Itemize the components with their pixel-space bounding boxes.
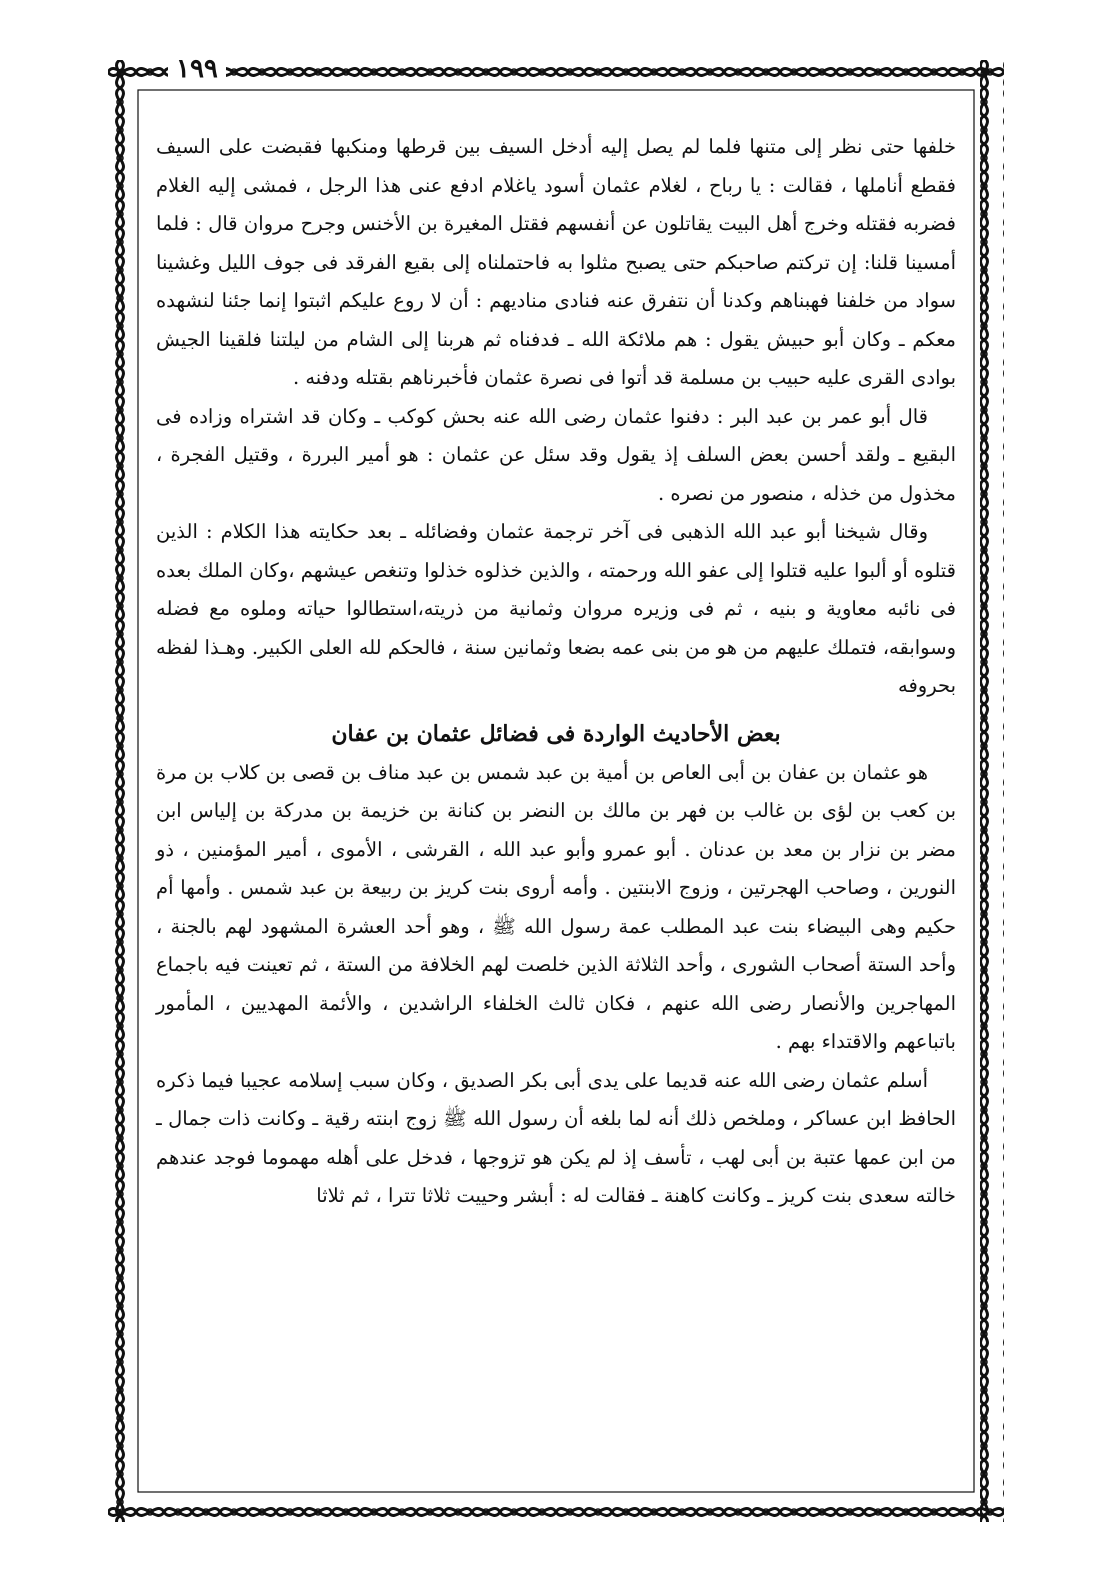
paragraph-1: خلفها حتى نظر إلى متنها فلما لم يصل إليه أدخل السيف بين قرطها ومنكبها فقبضت على السيف فقطع أناملها ، فقالت : يا رباح ، لغلام عثمان أسود ياغلام ادفع عنى هذا الرجل ، فمشى إليه الغلام فضربه فقتله وخرج أهل البيت يقاتلون عن أنفسهم فقتل المغيرة بن الأخنس وجرح مروان قال : فلما أمسينا قلنا: إن تركتم صاحبكم حتى يصبح مثلوا به فاحتملناه إلى بقيع الفرقد فى جوف الليل وغشينا سواد من خلفنا فهبناهم وكدنا أن نتفرق عنه فنادى مناديهم : أن لا روع عليكم اثبتوا إنما جئنا لنشهده معكم ـ وكان أبو حبيش يقول : هم ملائكة الله ـ فدفناه ثم هربنا إلى الشام من ليلتنا فلقينا الجيش بوادى القرى عليه حبيب بن مسلمة قد أتوا فى نصرة عثمان فأخبرناهم بقتله ودفنه .: [156, 135, 956, 389]
paragraph-4: هو عثمان بن عفان بن أبى العاص بن أمية بن عبد شمس بن عبد مناف بن قصى بن كلاب بن مرة بن كعب بن لؤى بن غالب بن فهر بن مالك بن النضر بن كنانة بن خزيمة بن مدركة بن إلياس ابن مضر بن نزار بن معد بن عدنان . أبو عمرو وأبو عبد الله ، القرشى ، الأموى ، أمير المؤمنين ، ذو النورين ، وصاحب الهجرتين ، وزوج الابنتين . وأمه أروى بنت كريز بن ربيعة بن عبد شمس . وأمها أم حكيم وهى البيضاء بنت عبد المطلب عمة رسول الله ﷺ ، وهو أحد العشرة المشهود لهم بالجنة ، وأحد الستة أصحاب الشورى ، وأحد الثلاثة الذين خلصت لهم الخلافة من الستة ، ثم تعينت فيه باجماع المهاجرين والأنصار رضى الله عنهم ، فكان ثالث الخلفاء الراشدين ، والأئمة المهديين ، المأمور باتباعهم والاقتداء بهم .: [156, 760, 956, 1053]
paragraph-2: قال أبو عمر بن عبد البر : دفنوا عثمان رضى الله عنه بحش كوكب ـ وكان قد اشتراه وزاده فى البقيع ـ ولقد أحسن بعض السلف إذ يقول وقد سئل عن عثمان : هو أمير البررة ، وقتيل الفجرة ، مخذول من خذله ، منصور من نصره .: [156, 404, 956, 505]
page-frame: [108, 54, 1004, 1522]
paragraph-3: وقال شيخنا أبو عبد الله الذهبى فى آخر ترجمة عثمان وفضائله ـ بعد حكايته هذا الكلام : الذين قتلوه أو ألبوا عليه قتلوا إلى عفو الله ورحمته ، والذين خذلوه خذلوا وتنغص عيشهم ،وكان الملك بعده فى نائبه معاوية و بنيه ، ثم فى وزيره مروان وثمانية من ذريته،استطالوا حياته وملوه مع فضله وسوابقه، فتملك عليهم من هو من بنى عمه بضعا وثمانين سنة ، فالحكم لله العلى الكبير. وهـذا لفظه بحروفه: [156, 520, 956, 697]
page-number: ١٩٩: [168, 54, 226, 84]
text-body: [156, 128, 956, 1216]
section-heading: بعض الأحاديث الواردة فى فضائل عثمان بن عفان: [331, 720, 781, 747]
paragraph-5: أسلم عثمان رضى الله عنه قديما على يدى أبى بكر الصديق ، وكان سبب إسلامه عجيبا فيما ذكره الحافظ ابن عساكر ، وملخص ذلك أنه لما بلغه أن رسول الله ﷺ زوج ابنته رقية ـ وكانت ذات جمال ـ من ابن عمها عتبة بن أبى لهب ، تأسف إذ لم يكن هو تزوجها ، فدخل على أهله مهموما فوجد عندهم خالته سعدى بنت كريز ـ وكانت كاهنة ـ فقالت له : أبشر وحييت ثلاثا تترا ، ثم ثلاثا: [156, 1068, 956, 1207]
